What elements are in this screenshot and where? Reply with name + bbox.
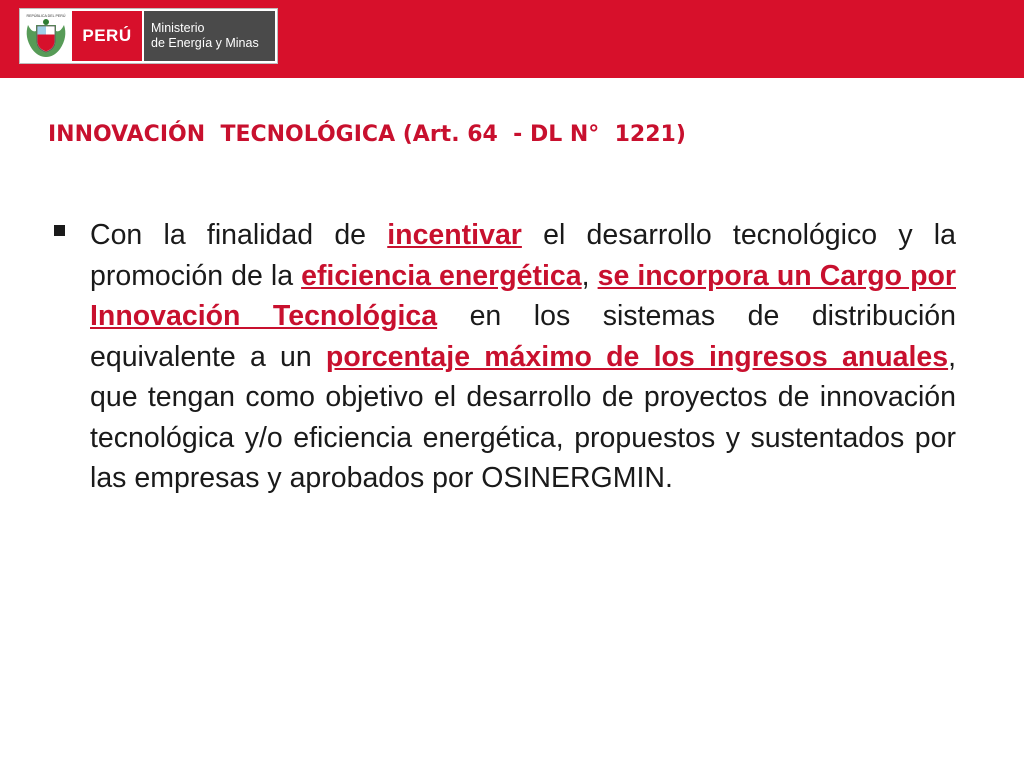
highlight-cargo-innovacion: se incorpora un Cargo por Innovación Tecnológica — [90, 259, 956, 332]
body-segment: , — [581, 259, 598, 292]
peru-label: PERÚ — [72, 11, 142, 61]
body-segment: el desarrollo tecnológico y la promoción de la — [90, 219, 956, 292]
ministry-logo[interactable] — [19, 8, 278, 64]
ministry-label — [144, 11, 275, 61]
ministry-line-2: de Energía y Minas — [151, 36, 259, 50]
bullet-item — [48, 215, 958, 499]
crest-text: REPÚBLICA DEL PERÚ — [26, 14, 66, 18]
body-segment: Con la finalidad de — [90, 219, 388, 251]
highlight-incentivar: incentivar — [387, 219, 522, 251]
header-bar — [0, 0, 1024, 78]
bullet-text — [90, 215, 956, 499]
highlight-porcentaje-maximo: porcentaje máximo de los ingresos anuales — [325, 340, 949, 373]
slide-title: INNOVACIÓN TECNOLÓGICA (Art. 64 - DL N° 1221) — [48, 122, 686, 147]
body-segment: en los sistemas de distribución equivalente a un — [90, 300, 956, 373]
square-bullet-icon — [54, 225, 65, 236]
body-segment: , que tengan como objetivo el desarrollo de proyectos de innovación tecnológica y/o eficiencia energética, propuestos y sustentados por las empresas y aprobados por OSINERGMIN. — [90, 340, 957, 494]
peru-crest-icon — [22, 11, 70, 61]
ministry-line-1: Ministerio — [151, 21, 205, 35]
highlight-eficiencia-energetica: eficiencia energética — [301, 259, 582, 292]
